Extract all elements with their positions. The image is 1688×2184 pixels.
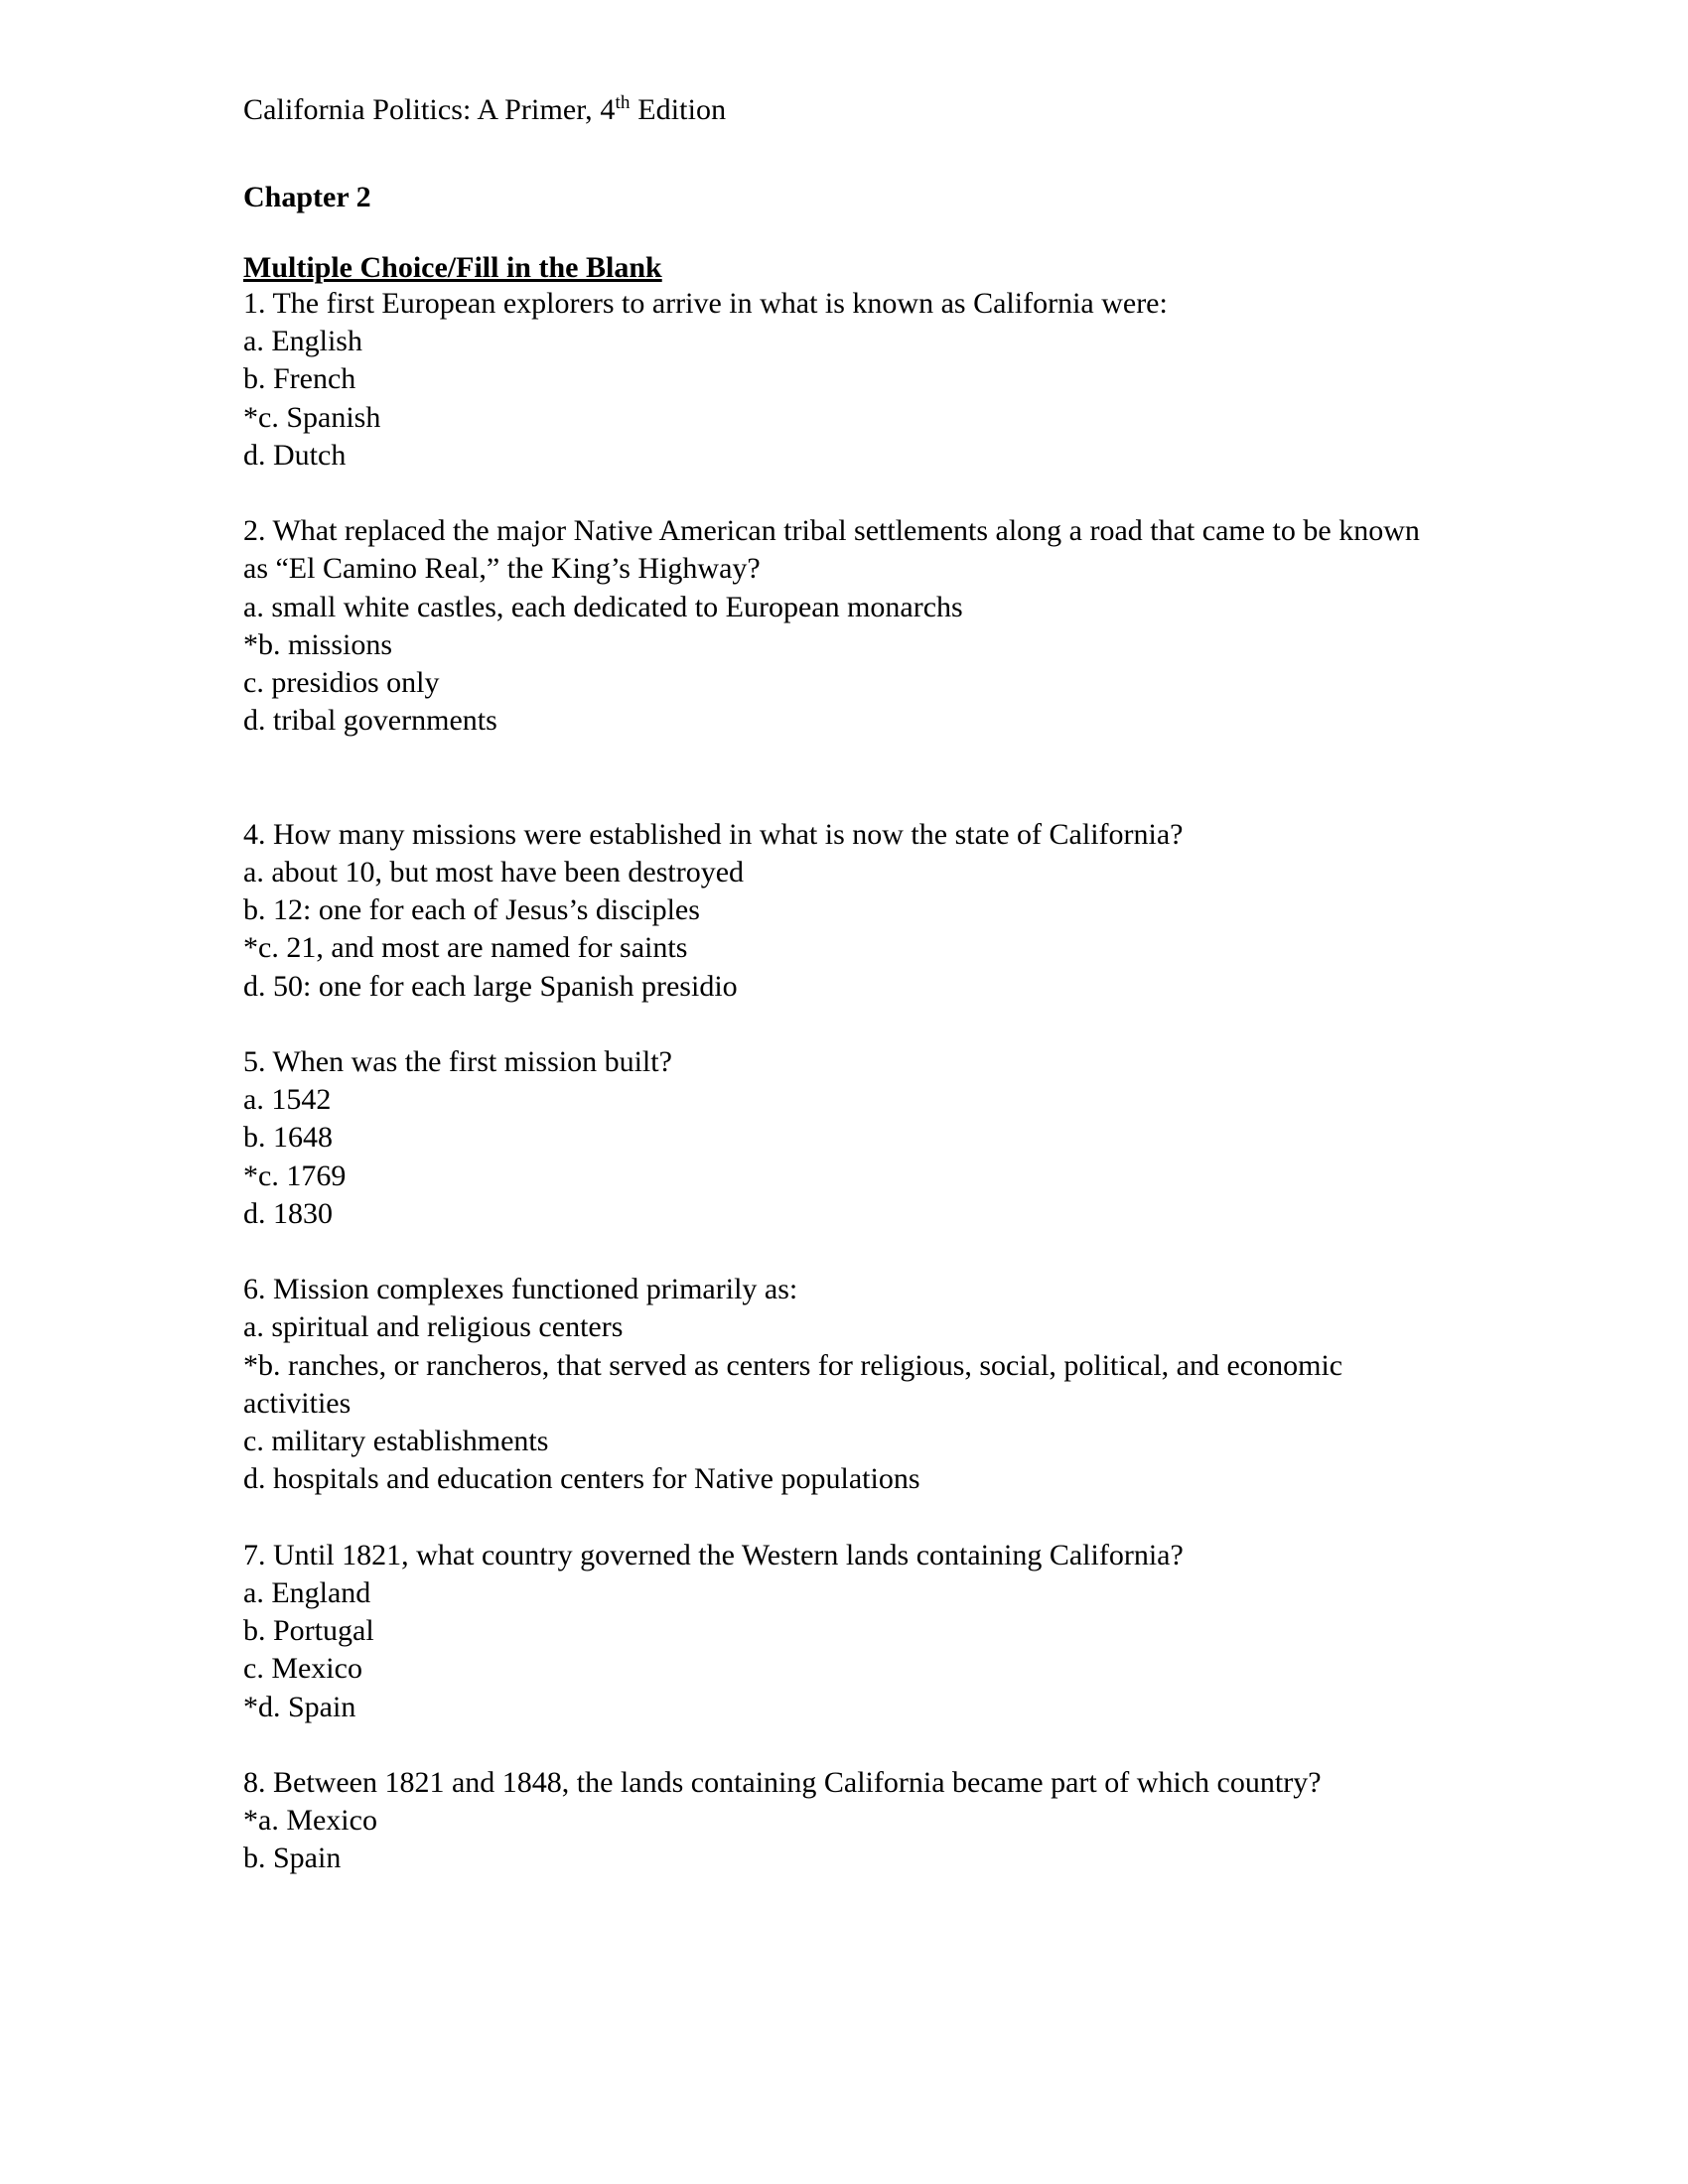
answer-option: b. 1648 bbox=[243, 1121, 333, 1155]
question-spacer bbox=[243, 475, 1420, 512]
answer-option: a. spiritual and religious centers bbox=[243, 1310, 624, 1344]
document-header bbox=[243, 92, 1420, 126]
page-content bbox=[243, 92, 1420, 1878]
question-stem: 8. Between 1821 and 1848, the lands containing California became part of which country? bbox=[243, 1765, 1322, 1799]
answer-option: b. French bbox=[243, 362, 356, 396]
question-stem: 4. How many missions were established in what is now the state of California? bbox=[243, 817, 1184, 851]
answer-option: b. Spain bbox=[243, 1842, 342, 1875]
answer-option: d. hospitals and education centers for Native populations bbox=[243, 1462, 920, 1496]
question-block bbox=[243, 1537, 1420, 1726]
question-block bbox=[243, 1271, 1420, 1499]
question-stem: 6. Mission complexes functioned primarily as: bbox=[243, 1273, 798, 1306]
question-block bbox=[243, 285, 1420, 475]
answer-option: d. tribal governments bbox=[243, 704, 497, 738]
answer-option: a. 1542 bbox=[243, 1083, 332, 1117]
question-block bbox=[243, 512, 1420, 741]
question-spacer bbox=[243, 1499, 1420, 1537]
answer-option: d. 1830 bbox=[243, 1196, 333, 1230]
answer-option: b. Portugal bbox=[243, 1614, 374, 1648]
answer-option: *c. 1769 bbox=[243, 1159, 347, 1192]
question-block bbox=[243, 1764, 1420, 1878]
question-spacer bbox=[243, 1233, 1420, 1271]
question-stem: 1. The first European explorers to arrive in what is known as California were: bbox=[243, 286, 1168, 320]
chapter-heading: Chapter 2 bbox=[243, 181, 371, 213]
answer-option: a. about 10, but most have been destroyed bbox=[243, 855, 745, 888]
answer-option: d. 50: one for each large Spanish presidio bbox=[243, 969, 738, 1003]
answer-option: c. Mexico bbox=[243, 1652, 362, 1686]
question-block bbox=[243, 816, 1420, 1006]
answer-option: d. Dutch bbox=[243, 438, 347, 472]
document-title-main: California Politics: A Primer, 4 bbox=[243, 93, 616, 126]
answer-option: a. small white castles, each dedicated to European monarchs bbox=[243, 590, 963, 623]
document-title-ordinal-suffix: th bbox=[615, 92, 631, 113]
question-stem: 2. What replaced the major Native American tribal settlements along a road that came to be known as “El Camino Real,” the King’s Highway? bbox=[243, 514, 1420, 586]
section-heading: Multiple Choice/Fill in the Blank bbox=[243, 250, 662, 284]
document-title-tail: Edition bbox=[630, 93, 727, 126]
chapter-spacer bbox=[243, 213, 1420, 250]
answer-option: *a. Mexico bbox=[243, 1804, 377, 1838]
answer-option: c. presidios only bbox=[243, 666, 440, 700]
question-stem: 5. When was the first mission built? bbox=[243, 1044, 672, 1078]
question-spacer bbox=[243, 741, 1420, 816]
answer-option: *b. missions bbox=[243, 627, 393, 661]
question-block bbox=[243, 1043, 1420, 1233]
answer-option: *d. Spain bbox=[243, 1690, 356, 1723]
section-heading-row bbox=[243, 250, 1420, 285]
question-spacer bbox=[243, 1006, 1420, 1043]
header-spacer bbox=[243, 125, 1420, 182]
answer-option: a. English bbox=[243, 325, 362, 358]
question-stem: 7. Until 1821, what country governed the Western lands containing California? bbox=[243, 1538, 1184, 1571]
answer-option: a. England bbox=[243, 1575, 371, 1609]
question-list bbox=[243, 285, 1420, 1878]
answer-option: *b. ranches, or rancheros, that served as centers for religious, social, political, and economic activities bbox=[243, 1348, 1343, 1420]
answer-option: *c. 21, and most are named for saints bbox=[243, 931, 688, 965]
answer-option: *c. Spanish bbox=[243, 400, 381, 434]
answer-option: c. military establishments bbox=[243, 1425, 549, 1458]
question-spacer bbox=[243, 1726, 1420, 1764]
answer-option: b. 12: one for each of Jesus’s disciples bbox=[243, 893, 700, 927]
